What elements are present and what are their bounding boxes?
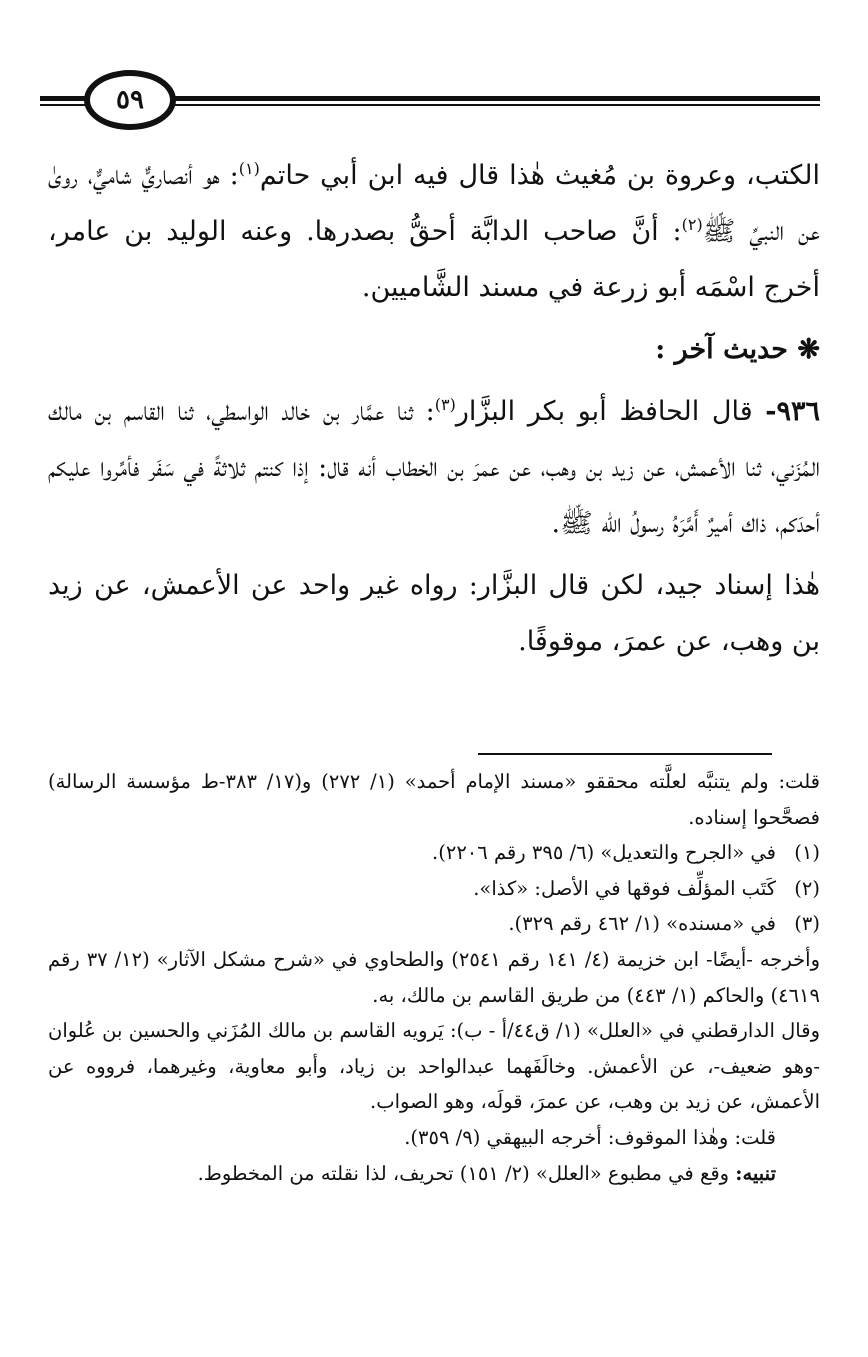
footnote-2-text: كَتَب المؤلِّف فوقها في الأصل: «كذا». [473,876,776,900]
section-heading: ❋ حديث آخر : [655,334,820,365]
footnote-3-cont-2: وقال الدارقطني في «العلل» (١/ ق٤٤/أ - ب): يَرويه القاسم بن مالك المُزَني والحسين بن عُلوان -وهو ضعيف-، عن الأعمش. وخالَفَهما عبدالواحد بن زياد، وأبو معاوية، وغيرهما، فرووه عن الأعمش، عن زيد بن وهب، عن عمرَ، قولَه، وهو الصواب. [48,1019,820,1114]
notice-text: وقع في مطبوع «العلل» (٢/ ١٥١) تحريف، لذا نقلته من المخطوط. [197,1161,736,1185]
main-text [48,148,820,670]
notice-label: تنبيه: [735,1161,776,1185]
paragraph-1 [48,148,820,316]
footnote-3 [48,906,820,942]
footnote-3-cont-1: وأخرجه -أيضًا- ابن خزيمة (٤/ ١٤١ رقم ٢٥٤١) والطحاوي في «شرح مشكل الآثار» (١٢/ ٣٧ رقم ٤٦١٩) والحاكم (١/ ٤٤٣) من طريق القاسم بن مالك، به. [48,947,820,1007]
footnote-1-mark: (١) [794,841,820,865]
para2-text-b: : ثنا عمَّار بن خالد الواسطي، ثنا القاسم بن مالك المُزَني، ثنا الأعمش، عن زيد بن وهب، عن عمرَ بن الخطاب أنه قال: إذا كنتم ثلاثةً في سَفَر فأمِّروا عليكم أحدَكم، ذاك أميرٌ أَمَّرَهُ رسولُ الله ﷺ. [48,396,820,539]
footnote-ref-1: (١) [238,159,260,178]
footnote-3-cont-3: قلت: وهٰذا الموقوف: أخرجه البيهقي (٩/ ٣٥٩). [404,1125,776,1149]
footnote-ref-2: (٢) [681,215,703,234]
footnote-1-text: في «الجرح والتعديل» (٦/ ٣٩٥ رقم ٢٢٠٦). [432,841,776,865]
para1-text-a: الكتب، وعروة بن مُغيث هٰذا قال فيه ابن أبي حاتم [259,160,820,191]
footnote-3-mark: (٣) [794,912,820,936]
paragraph-3: هٰذا إسناد جيد، لكن قال البزَّار: رواه غير واحد عن الأعمش، عن زيد بن وهب، عن عمرَ، موقوفًا. [48,570,820,657]
footnotes [48,764,820,1191]
paragraph-2 [48,384,820,552]
footnote-ref-3: (٣) [434,395,456,414]
footnote-2-mark: (٢) [794,876,820,900]
para1-text-c: : أنَّ صاحب الدابَّة أحقُّ بصدرها. وعنه الوليد بن عامر، أخرج اسْمَه أبو زرعة في مسند الشَّاميين. [48,216,820,303]
footnote-2 [48,871,820,907]
footnote-1 [48,835,820,871]
page-header [40,68,820,130]
page-number: ٥٩ [84,70,176,130]
para2-text-a: قال الحافظ أبو بكر البزَّار [455,396,766,427]
hadith-number: ٩٣٦- [765,396,820,427]
footnote-3-text: في «مسنده» (١/ ٤٦٢ رقم ٣٢٩). [508,912,776,936]
para1-text-b: : هو أنصاريٌّ شاميٌّ، رویٰ عن النبيِّ ﷺ [48,160,820,247]
footnote-intro: قلت: ولم يتنبَّه لعلَّته محققو «مسند الإمام أحمد» (١/ ٢٧٢) و(١٧/ ٣٨٣-ط مؤسسة الرسالة) فصحَّحوا إسناده. [48,770,820,829]
footnote-3-cont-4 [48,1156,820,1192]
footnote-divider [478,753,772,755]
